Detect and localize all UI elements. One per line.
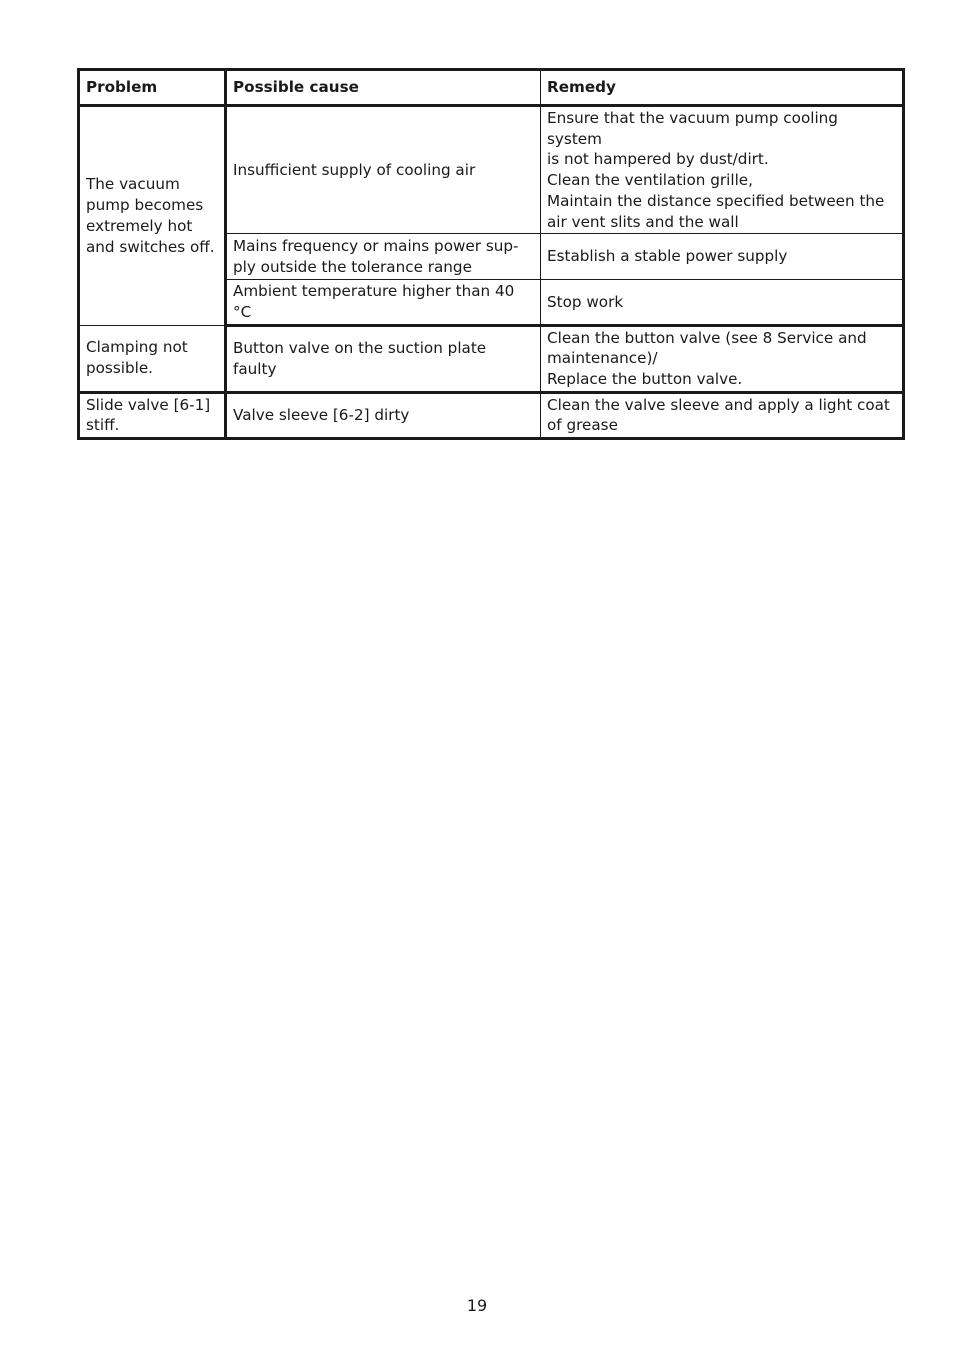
table-row xyxy=(79,325,904,392)
header-possible-cause: Possible cause xyxy=(226,70,541,106)
header-problem: Problem xyxy=(79,70,226,106)
remedy-cell: Clean the button valve (see 8 Service and maintenance)/ Replace the button valve. xyxy=(541,325,904,392)
cause-cell: Insufficient supply of cooling air xyxy=(226,106,541,234)
problem-cell: Clamping not possible. xyxy=(79,325,226,392)
remedy-cell: Establish a stable power supply xyxy=(541,234,904,280)
cause-cell: Button valve on the suction plate faulty xyxy=(226,325,541,392)
remedy-cell: Stop work xyxy=(541,280,904,325)
table-row xyxy=(79,392,904,438)
remedy-cell: Clean the valve sleeve and apply a light coat of grease xyxy=(541,392,904,438)
page-number: 19 xyxy=(466,1296,488,1315)
table-row xyxy=(79,106,904,234)
problem-cell: The vacuum pump becomes extremely hot and switches off. xyxy=(79,106,226,326)
troubleshooting-table xyxy=(77,68,905,440)
cause-cell: Ambient temperature higher than 40 °C xyxy=(226,280,541,325)
problem-cell: Slide valve [6-1] stiff. xyxy=(79,392,226,438)
header-remedy: Remedy xyxy=(541,70,904,106)
cause-cell: Valve sleeve [6-2] dirty xyxy=(226,392,541,438)
cause-cell: Mains frequency or mains power sup- ply outside the tolerance range xyxy=(226,234,541,280)
table-header-row xyxy=(79,70,904,106)
remedy-cell: Ensure that the vacuum pump cooling system is not hampered by dust/dirt. Clean the ventilation grille, Maintain the distance specified between the air vent slits and the wall xyxy=(541,106,904,234)
